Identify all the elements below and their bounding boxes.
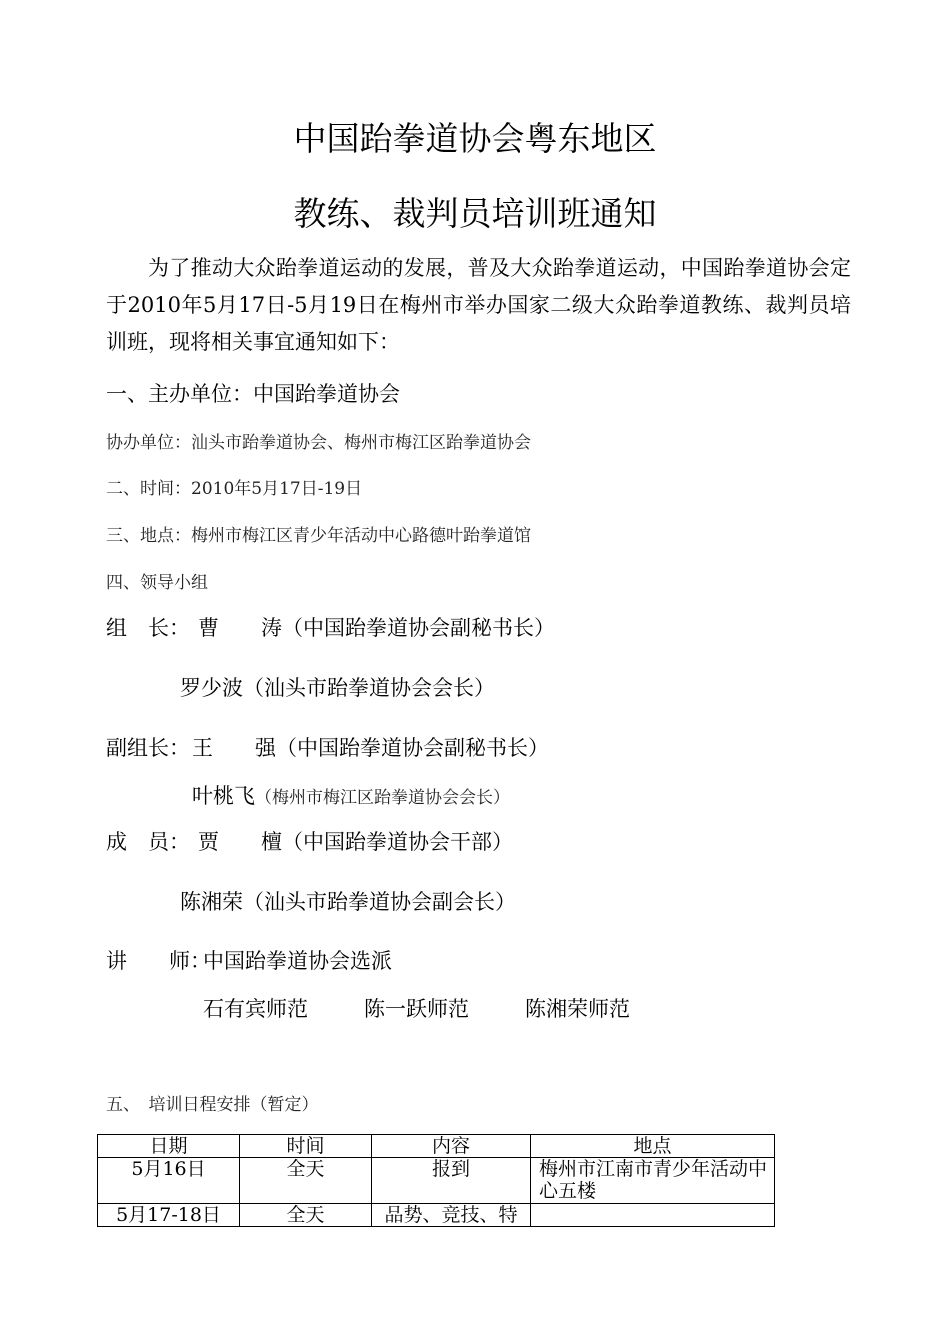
table-header-row xyxy=(98,1135,775,1158)
vice-leader-entry: 王 强（中国跆拳道协会副秘书长） xyxy=(192,736,549,760)
lecturer-source: 中国跆拳道协会选派 xyxy=(203,949,392,973)
table-cell: 5月16日 xyxy=(98,1158,240,1204)
section-organizer: 一、主办单位：中国跆拳道协会 xyxy=(106,382,400,406)
section-leadership: 四、领导小组 xyxy=(106,573,208,593)
vice-leader-role: （梅州市梅江区跆拳道协会会长） xyxy=(255,788,510,808)
lecturer-name: 石有宾师范 xyxy=(203,997,308,1021)
document-title: 中国跆拳道协会粤东地区 xyxy=(293,119,657,158)
member-entry: 陈湘荣（汕头市跆拳道协会副会长） xyxy=(180,890,516,914)
leader-entry: 罗少波（汕头市跆拳道协会会长） xyxy=(180,676,495,700)
schedule-table xyxy=(97,1134,775,1227)
lecturer-name: 陈湘荣师范 xyxy=(525,997,630,1021)
column-header: 日期 xyxy=(98,1135,240,1158)
leader-label: 组 长： xyxy=(106,616,190,640)
intro-paragraph: 为了推动大众跆拳道运动的发展，普及大众跆拳道运动，中国跆拳道协会定于2010年5月17日-5月19日在梅州市举办国家二级大众跆拳道教练、裁判员培训班，现将相关事宜通知如下： xyxy=(106,256,851,354)
table-cell: 梅州市江南市青少年活动中心五楼 xyxy=(531,1158,775,1204)
table-cell xyxy=(531,1204,775,1227)
member-label: 成 员： xyxy=(106,830,190,854)
vice-leader-name: 叶桃飞 xyxy=(192,784,255,808)
table-cell: 品势、竞技、特 xyxy=(372,1204,531,1227)
lecturer-label: 讲 师： xyxy=(106,949,211,973)
section-location: 三、地点：梅州市梅江区青少年活动中心路德叶跆拳道馆 xyxy=(106,526,531,546)
document-subtitle: 教练、裁判员培训班通知 xyxy=(293,194,657,233)
column-header: 内容 xyxy=(372,1135,531,1158)
section-time: 二、时间：2010年5月17日-19日 xyxy=(106,479,363,499)
column-header: 地点 xyxy=(531,1135,775,1158)
table-row xyxy=(98,1158,775,1204)
co-organizer: 协办单位：汕头市跆拳道协会、梅州市梅江区跆拳道协会 xyxy=(106,433,531,453)
table-cell: 全天 xyxy=(240,1158,372,1204)
lecturer-name: 陈一跃师范 xyxy=(364,997,469,1021)
section-schedule: 五、 培训日程安排（暂定） xyxy=(106,1095,319,1115)
leader-entry: 曹 涛（中国跆拳道协会副秘书长） xyxy=(198,616,555,640)
vice-leader-entry xyxy=(192,780,510,810)
member-entry: 贾 檀（中国跆拳道协会干部） xyxy=(198,830,513,854)
table-cell: 报到 xyxy=(372,1158,531,1204)
table-cell: 全天 xyxy=(240,1204,372,1227)
table-row xyxy=(98,1204,775,1227)
column-header: 时间 xyxy=(240,1135,372,1158)
table-cell: 5月17-18日 xyxy=(98,1204,240,1227)
vice-leader-label: 副组长： xyxy=(106,736,190,760)
